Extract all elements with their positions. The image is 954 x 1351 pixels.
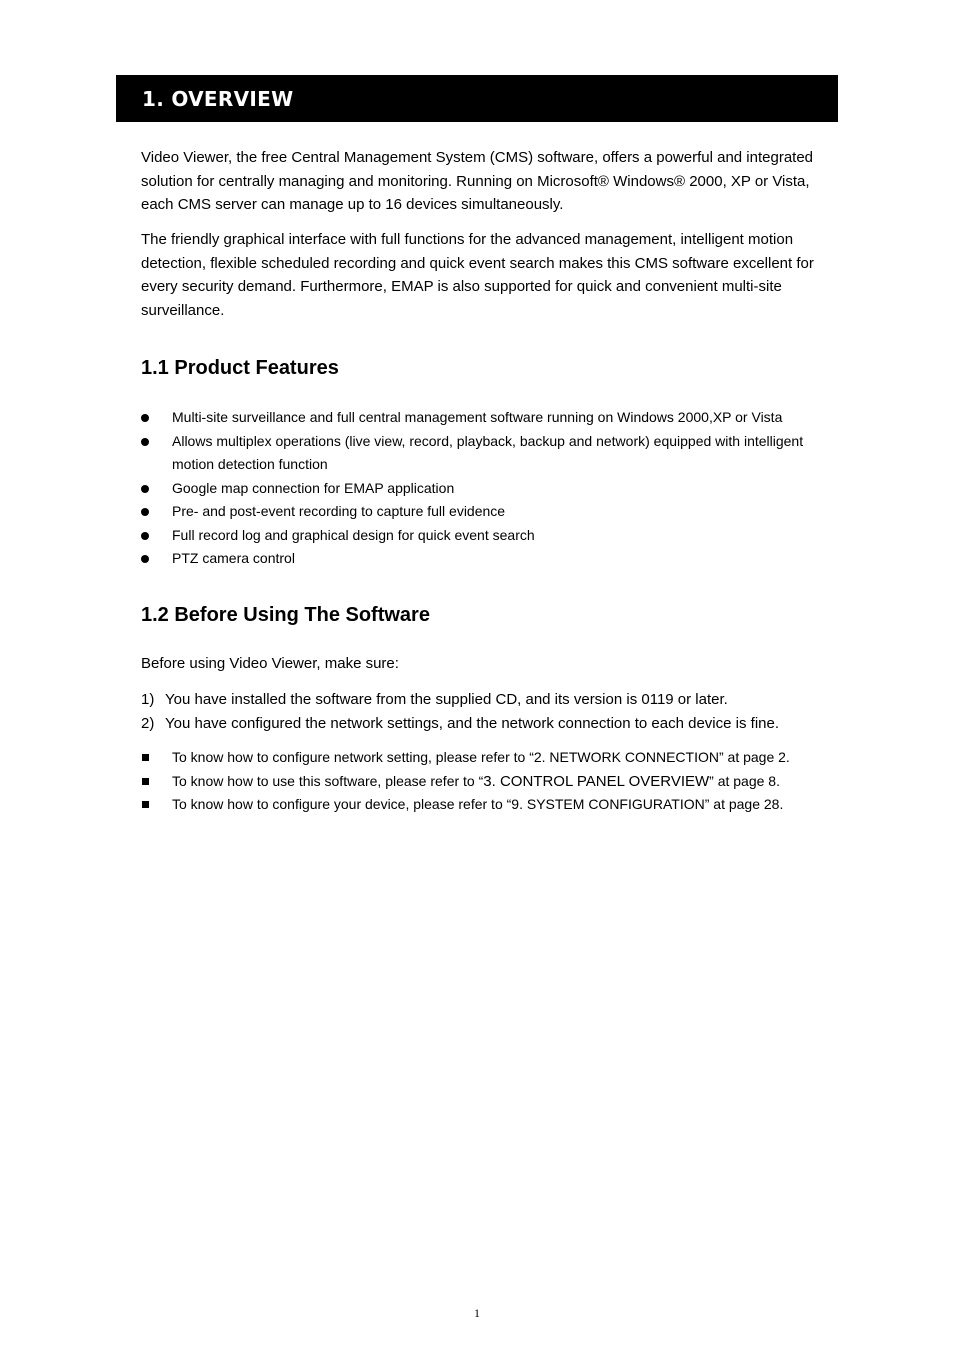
page-number: 1 (474, 1306, 480, 1320)
feature-text: Allows multiplex operations (live view, record, playback, backup and network) equipped with intelligent motion detection function (172, 432, 804, 472)
bullet-dot-icon (141, 485, 149, 493)
feature-item (141, 547, 831, 571)
step-text: You have installed the software from the supplied CD, and its version is 0119 or later. (165, 691, 728, 708)
reference-prefix: To know how to use this software, please refer to “ (172, 772, 484, 789)
step-number: 2) (141, 714, 155, 732)
prerequisite-item (141, 712, 841, 736)
section-heading-product-features: 1.1 Product Features (141, 357, 339, 379)
feature-item (141, 406, 831, 430)
reference-item (141, 746, 841, 770)
bullet-dot-icon (141, 555, 149, 563)
prerequisite-item (141, 688, 841, 712)
feature-item (141, 524, 831, 548)
feature-text: Full record log and graphical design for quick event search (172, 526, 535, 543)
before-using-intro: Before using Video Viewer, make sure: (141, 655, 399, 672)
reference-suffix: ” at page 28. (704, 796, 784, 812)
reference-item (141, 793, 841, 817)
square-bullet-icon (142, 801, 149, 808)
reference-item (141, 770, 841, 794)
feature-text: PTZ camera control (172, 550, 295, 566)
feature-item (141, 430, 831, 477)
bullet-dot-icon (141, 414, 149, 422)
bullet-dot-icon (141, 438, 149, 446)
reference-link: 3. CONTROL PANEL OVERVIEW (483, 772, 710, 790)
feature-list (141, 406, 831, 571)
square-bullet-icon (142, 754, 149, 761)
reference-suffix: ” at page 8. (709, 772, 780, 789)
reference-list (141, 746, 841, 817)
reference-prefix: To know how to configure your device, please refer to “ (172, 796, 512, 812)
prerequisite-list (141, 688, 841, 735)
feature-text: Multi-site surveillance and full central management software running on Windows 2000,XP or Vista (172, 409, 783, 425)
reference-link: 9. SYSTEM CONFIGURATION (511, 796, 705, 812)
reference-prefix: To know how to configure network setting, please refer to “ (172, 749, 534, 765)
overview-paragraph-1: Video Viewer, the free Central Management System (CMS) software, offers a powerful and integrated solution for centrally managing and monitoring. Running on Microsoft® Windows® 2000, XP or Vista, each CMS server can manage up to 16 devices simultaneously. (141, 149, 814, 214)
square-bullet-icon (142, 778, 149, 785)
reference-suffix: ” at page 2. (718, 749, 790, 765)
section-heading-before-using: 1.2 Before Using The Software (141, 604, 430, 626)
chapter-title: 1. OVERVIEW (142, 86, 294, 111)
feature-item (141, 477, 831, 501)
chapter-title-bar (116, 75, 838, 122)
feature-text: Google map connection for EMAP application (172, 479, 455, 496)
feature-item (141, 500, 831, 524)
overview-paragraph-2: The friendly graphical interface with full functions for the advanced management, intelligent motion detection, flexible scheduled recording and quick event search makes this CMS software excellent for every security demand. Furthermore, EMAP is also supported for quick and convenient multi-site surveillance. (141, 231, 814, 319)
reference-link: 2. NETWORK CONNECTION (533, 749, 719, 765)
bullet-dot-icon (141, 508, 149, 516)
step-text: You have configured the network settings, and the network connection to each device is fine. (165, 714, 780, 732)
feature-text: Pre- and post-event recording to capture full evidence (172, 503, 506, 519)
bullet-dot-icon (141, 532, 149, 540)
step-number: 1) (141, 691, 155, 708)
